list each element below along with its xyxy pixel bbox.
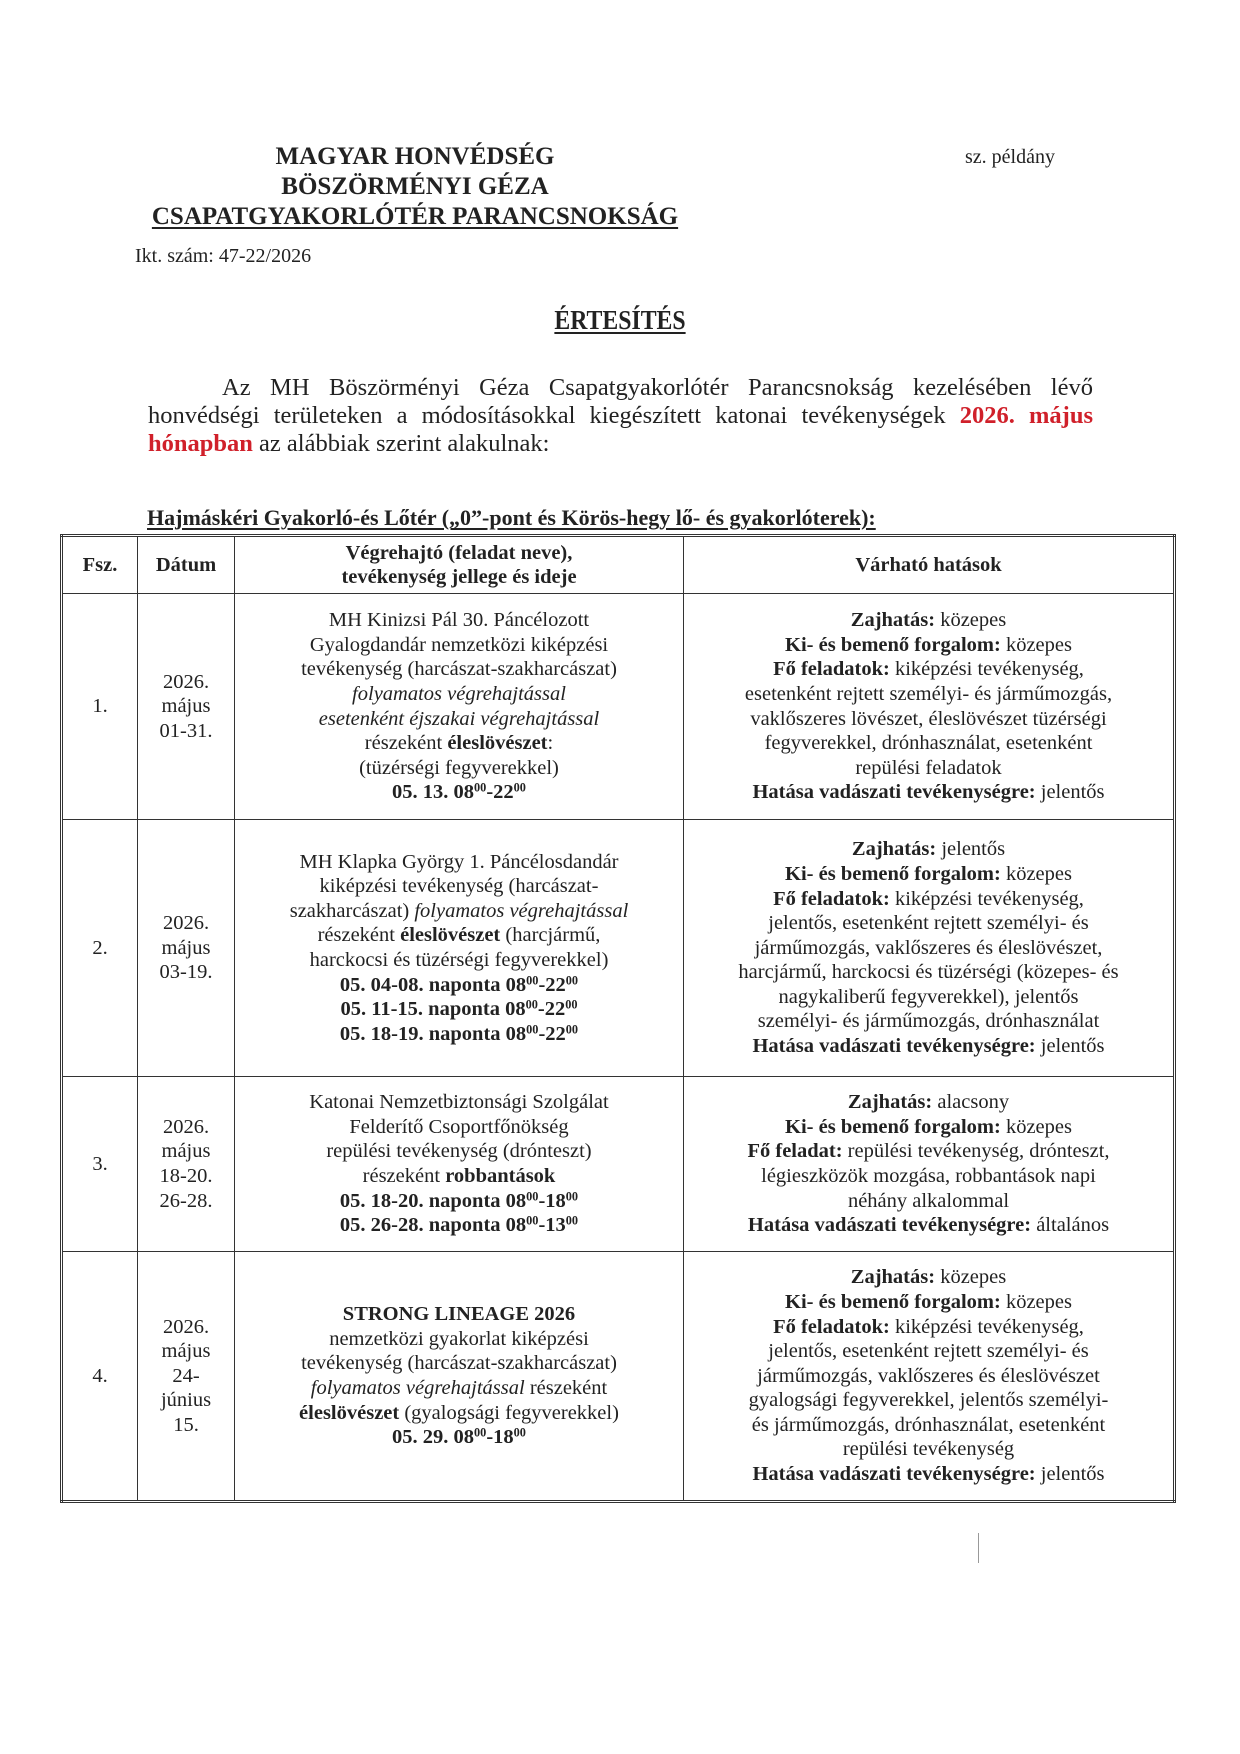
main-tasks-line: nagykaliberű fegyverekkel), jelentős (778, 985, 1079, 1008)
row-effects-cell (684, 1252, 1175, 1502)
noise-effect-label: Zajhatás: (850, 609, 936, 632)
hunting-effect-label: Hatása vadászati tevékenységre: (747, 1214, 1032, 1237)
noise-effect-label: Zajhatás: (851, 838, 937, 861)
traffic-effect-label: Ki- és bemenő forgalom: (785, 1115, 1001, 1138)
row-date-cell (138, 1252, 235, 1502)
executor-line: esetenként éjszakai végrehajtással (318, 707, 600, 730)
main-tasks-label: Fő feladatok: (773, 1315, 890, 1338)
minutes-superscript: 00 (565, 1022, 579, 1037)
executor-line: Katonai Nemzetbiztonsági Szolgálat (309, 1091, 609, 1114)
date-line: 18-20. (159, 1165, 213, 1187)
issuer-line-2: BÖSZÖRMÉNYI GÉZA (281, 173, 549, 200)
header-executor-line-1: Végrehajtó (feladat neve), (345, 542, 573, 564)
row-date-cell (138, 594, 235, 820)
main-tasks-line: repülési tevékenység (842, 1438, 1015, 1461)
noise-effect-label: Zajhatás: (850, 1266, 936, 1289)
row-executor-cell (235, 1077, 684, 1252)
traffic-effect: Ki- és bemenő forgalom: közepes (785, 633, 1072, 656)
table-row (62, 594, 1175, 820)
header-effects: Várható hatások (684, 536, 1175, 594)
main-tasks-line: vaklőszeres lövészet, éleslövészet tüzérségi (750, 707, 1107, 730)
intro-text-1: Az MH Böszörményi Géza Csapatgyakorlótér Parancsnokság kezelésében lévő honvédségi területeken a módosításokkal kiegészített katonai tevékenységek (148, 374, 1093, 429)
issuer-header (135, 142, 695, 232)
date-line: 24- (172, 1364, 200, 1387)
scan-artifact-mark (978, 1533, 979, 1563)
row-number-cell: 4. (62, 1252, 138, 1502)
minutes-superscript: 00 (526, 1188, 539, 1203)
executor-line: részeként éleslövészet: (364, 732, 554, 755)
section-title: Hajmáskéri Gyakorló-és Lőtér („0”-pont és Körös-hegy lő- és gyakorlóterek): (147, 505, 876, 530)
main-tasks-line: gyalogsági fegyverekkel, jelentős személyi- (748, 1389, 1109, 1412)
hunting-effect: Hatása vadászati tevékenységre: jelentős (752, 1035, 1105, 1058)
minutes-superscript: 00 (565, 1188, 579, 1203)
schedule-time: 05. 29. $08^{00}-18^{00}$ (392, 1425, 526, 1449)
main-tasks-line: néhány alkalommal (847, 1189, 1010, 1212)
hunting-effect-label: Hatása vadászati tevékenységre: (752, 1035, 1036, 1058)
noise-effect: Zajhatás: alacsony (847, 1091, 1010, 1114)
bold-text: robbantások (445, 1165, 556, 1187)
table-row (62, 820, 1175, 1077)
date-line: 2026. (162, 1315, 210, 1338)
executor-line: kiképzési tevékenység (harcászat- (319, 875, 599, 898)
schedule-time: 05. 26-28. naponta $08^{00}-13^{00}$ (339, 1213, 579, 1237)
row-number-cell: 1. (62, 594, 138, 820)
main-tasks-line: esetenként rejtett személyi- és járműmozgás, (744, 682, 1113, 705)
traffic-effect-label: Ki- és bemenő forgalom: (785, 862, 1001, 885)
issuer-line-1: MAGYAR HONVÉDSÉG (275, 143, 555, 170)
date-line: 26-28. (159, 1189, 213, 1212)
schedule-time: 05. 11-15. naponta $08^{00}-22^{00}$ (340, 997, 578, 1021)
noise-effect: Zajhatás: közepes (850, 609, 1007, 632)
executor-line: repülési tevékenység (drónteszt) (326, 1140, 592, 1163)
executor-line: éleslövészet (gyalogsági fegyverekkel) (299, 1401, 619, 1424)
hunting-effect: Hatása vadászati tevékenységre: általános (747, 1214, 1110, 1237)
table-body (62, 594, 1175, 1502)
intro-text-2: az alábbiak szerint alakulnak: (252, 430, 550, 457)
copy-number-label: sz. példány (965, 146, 1055, 168)
minutes-superscript: 00 (565, 972, 579, 987)
row-executor-cell (235, 1252, 684, 1502)
minutes-superscript: 00 (474, 780, 487, 795)
date-line: 2026. (162, 912, 210, 935)
main-tasks-line: fegyverekkel, drónhasználat, esetenként (764, 732, 1093, 755)
executor-line: tevékenység (harcászat-szakharcászat) (301, 1352, 617, 1375)
noise-effect-label: Zajhatás: (847, 1091, 933, 1114)
hunting-effect-label: Hatása vadászati tevékenységre: (752, 1463, 1036, 1486)
main-tasks: Fő feladatok: kiképzési tevékenység, (773, 658, 1084, 681)
row-executor-cell (235, 594, 684, 820)
main-tasks-line: személyi- és járműmozgás, drónhasználat (757, 1010, 1100, 1033)
traffic-effect-label: Ki- és bemenő forgalom: (785, 633, 1001, 656)
minutes-superscript: 00 (565, 997, 578, 1012)
date-line: 2026. (162, 670, 210, 693)
main-tasks: Fő feladatok: kiképzési tevékenység, (773, 1315, 1084, 1338)
executor-line: folyamatos végrehajtással (352, 682, 566, 705)
issuer-line-3: CSAPATGYAKORLÓTÉR PARANCSNOKSÁG (151, 203, 679, 230)
main-tasks-line: jelentős, esetenként rejtett személyi- és (768, 1340, 1089, 1363)
traffic-effect: Ki- és bemenő forgalom: közepes (785, 862, 1072, 885)
main-tasks-line: és járműmozgás, drónhasználat, esetenként (751, 1413, 1106, 1436)
executor-line: STRONG LINEAGE 2026 (342, 1303, 576, 1326)
minutes-superscript: 00 (526, 972, 539, 987)
traffic-effect-label: Ki- és bemenő forgalom: (785, 1290, 1001, 1313)
main-tasks-line: járműmozgás, vaklőszeres és éleslövészet (757, 1364, 1100, 1387)
schedule-time: 05. 13. $08^{00}-22^{00}$ (392, 780, 526, 804)
italic-text: folyamatos végrehajtással (310, 1377, 525, 1399)
date-line: 03-19. (159, 961, 213, 984)
row-number-cell: 2. (62, 820, 138, 1077)
date-line: május (161, 695, 211, 718)
table-row (62, 1077, 1175, 1252)
reference-number: Ikt. szám: 47-22/2026 (135, 245, 312, 267)
minutes-superscript: 00 (526, 1213, 539, 1228)
main-tasks-line: járműmozgás, vaklőszeres és éleslövészet, (754, 936, 1103, 959)
row-effects-cell (684, 594, 1175, 820)
row-effects-cell (684, 820, 1175, 1077)
main-tasks-line: légieszközök mozgása, robbantások napi (761, 1165, 1096, 1187)
date-line: 15. (173, 1413, 199, 1436)
executor-line: nemzetközi gyakorlat kiképzési (329, 1327, 589, 1350)
italic-text: folyamatos végrehajtással (414, 899, 629, 922)
date-line: 2026. (162, 1115, 210, 1138)
minutes-superscript: 00 (526, 1022, 539, 1037)
schedule-time: 05. 18-19. naponta $08^{00}-22^{00}$ (339, 1022, 579, 1045)
header-executor (235, 536, 684, 594)
hunting-effect: Hatása vadászati tevékenységre: jelentős (752, 781, 1105, 804)
executor-line: részeként éleslövészet (harcjármű, (317, 924, 601, 947)
minutes-superscript: 00 (525, 997, 538, 1012)
date-line: május (161, 936, 211, 959)
executor-line: MH Kinizsi Pál 30. Páncélozott (328, 609, 590, 632)
date-line: május (161, 1340, 211, 1363)
bold-text: éleslövészet (299, 1401, 400, 1424)
row-date-cell (138, 820, 235, 1077)
table-header-row (62, 536, 1175, 594)
executor-line: folyamatos végrehajtással részeként (310, 1377, 608, 1399)
executor-line: Gyalogdandár nemzetközi kiképzési (309, 633, 609, 656)
schedule-time: 05. 18-20. naponta $08^{00}-18^{00}$ (339, 1188, 579, 1212)
date-line: 01-31. (159, 719, 213, 742)
schedule-time: 05. 04-08. naponta $08^{00}-22^{00}$ (339, 972, 579, 996)
executor-line: MH Klapka György 1. Páncélosdandár (299, 850, 619, 873)
executor-line: Felderítő Csoportfőnökség (349, 1115, 569, 1138)
main-tasks-line: repülési feladatok (855, 756, 1002, 779)
traffic-effect: Ki- és bemenő forgalom: közepes (785, 1115, 1072, 1138)
header-number: Fsz. (62, 536, 138, 594)
minutes-superscript: 00 (474, 1425, 487, 1440)
executor-line: szakharcászat) folyamatos végrehajtással (289, 899, 629, 922)
executor-line: (tüzérségi fegyverekkel) (359, 756, 559, 779)
intro-highlight-period: 2026. május hónapban (148, 402, 1093, 457)
main-tasks-label: Fő feladatok: (773, 658, 890, 681)
minutes-superscript: 00 (513, 1425, 526, 1440)
minutes-superscript: 00 (513, 780, 526, 795)
bold-text: éleslövészet (447, 732, 548, 755)
noise-effect: Zajhatás: közepes (850, 1266, 1007, 1289)
bold-text: éleslövészet (400, 924, 501, 947)
hunting-effect-label: Hatása vadászati tevékenységre: (752, 781, 1036, 804)
header-date: Dátum (138, 536, 235, 594)
executor-line: harckocsi és tüzérségi fegyverekkel) (309, 949, 609, 971)
executor-line: tevékenység (harcászat-szakharcászat) (301, 658, 617, 681)
main-tasks-label: Fő feladat: (747, 1140, 843, 1163)
date-line: június (160, 1389, 212, 1412)
row-date-cell (138, 1077, 235, 1252)
main-tasks-line: harcjármű, harckocsi és tüzérségi (közepes- és (738, 961, 1119, 984)
hunting-effect: Hatása vadászati tevékenységre: jelentős (752, 1463, 1105, 1486)
executor-line: részeként robbantások (362, 1165, 556, 1187)
row-number-cell: 3. (62, 1077, 138, 1252)
minutes-superscript: 00 (565, 1213, 579, 1228)
traffic-effect: Ki- és bemenő forgalom: közepes (785, 1290, 1072, 1313)
date-line: május (161, 1140, 211, 1163)
document-title: ÉRTESÍTÉS (554, 305, 686, 335)
activities-table (60, 534, 1176, 1503)
table-row (62, 1252, 1175, 1502)
row-effects-cell (684, 1077, 1175, 1252)
intro-paragraph (148, 374, 1093, 458)
main-tasks: Fő feladat: repülési tevékenység, drónteszt, (747, 1140, 1110, 1163)
main-tasks-label: Fő feladatok: (773, 887, 890, 910)
noise-effect: Zajhatás: jelentős (851, 838, 1006, 861)
main-tasks-line: jelentős, esetenként rejtett személyi- és (768, 912, 1089, 935)
header-executor-line-2: tevékenység jellege és ideje (341, 566, 577, 588)
row-executor-cell (235, 820, 684, 1077)
main-tasks: Fő feladatok: kiképzési tevékenység, (773, 887, 1084, 910)
